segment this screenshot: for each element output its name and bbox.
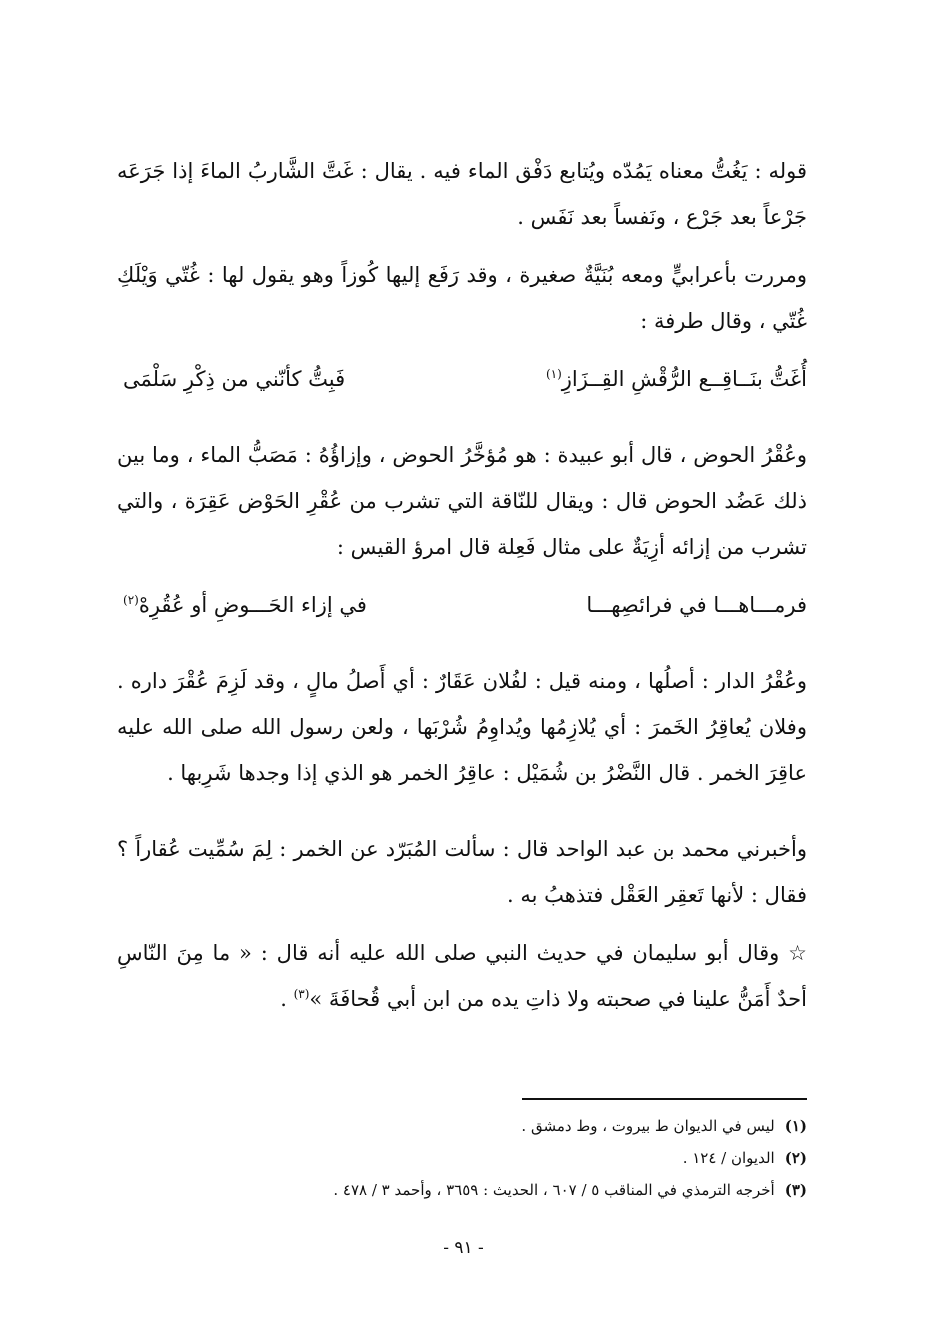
verse-imru-al-qays	[117, 582, 807, 628]
footnotes	[117, 1110, 807, 1206]
verse-first-hemistich: أُغَتُّ بنَــاقِــع الرُّقْشِ القِــزَازِ$^{(١)}$	[545, 367, 807, 391]
footnote-marker-2: (٢)	[123, 593, 139, 607]
paragraph-5: وأخبرني محمد بن عبد الواحد قال : سألت المُبَرّد عن الخمر : لِمَ سُمِّيت عُقاراً ؟ فقال : لأنها تَعقِر العَقْل فتذهبُ به .	[117, 837, 807, 907]
verse-tarafa	[117, 356, 807, 402]
footnote-1: (١)ليس في الديوان ط بيروت ، وط دمشق .	[521, 1117, 807, 1135]
page-number: - ٩١ -	[443, 1238, 484, 1258]
paragraph-6: ☆ وقال أبو سليمان في حديث النبي صلى الله عليه أنه قال : « ما مِنَ النّاسِ أحدٌ أَمَنُّ علينا في صحبته ولا ذاتِ يده من ابن أبي قُحافَةَ »$^{(٣)}$ .	[117, 941, 807, 1011]
footnote-marker-1: (١)	[545, 367, 562, 381]
main-text	[117, 148, 807, 1034]
footnote-3: (٣)أخرجه الترمذي في المناقب ٥ / ٦٠٧ ، الحديث : ٣٦٥٩ ، وأحمد ٣ / ٤٧٨ .	[333, 1181, 807, 1199]
paragraph-2: ومررت بأعرابيٍّ ومعه بُنَيَّةٌ صغيرة ، وقد رَفَع إليها كُوزاً وهو يقول لها : غُتّي وَيْلَكِ غُتّي ، وقال طرفة :	[117, 263, 807, 333]
paragraph-3: وعُقْرُ الحوض ، قال أبو عبيدة : هو مُؤخَّرُ الحوض ، وإزاؤُهُ : مَصَبُّ الماء ، وما بين ذلك عَضُد الحوض قال : ويقال للنّاقة التي تشرب من عُقْرِ الحَوْض عَقِرَة ، والتي تشرب من إزائه أزِيَةٌ على مثال فَعِلة قال امرؤ القيس :	[117, 443, 807, 559]
paragraph-1: قوله : يَغُتُّ معناه يَمُدّه ويُتابع دَفْق الماء فيه . يقال : غَتَّ الشَّاربُ الماءَ إذا جَرَعَه جَرْعاً بعد جَرْع ، ونَفساً بعد نَفَس .	[117, 159, 807, 229]
verse-second-hemistich: فَبِتُّ كأنّني من ذِكْرِ سَلْمَى	[123, 367, 346, 391]
footnote-marker-3: (٣)	[293, 987, 310, 1001]
verse-second-hemistich: في إزاء الحَـــوضِ أو عُقُرِهْ$^{(٢)}$	[123, 593, 367, 617]
footnote-divider	[522, 1098, 807, 1100]
verse-first-hemistich: فرمـــاهـــا في فرائصِهـــا	[586, 593, 807, 617]
paragraph-4: وعُقْرُ الدار : أصلُها ، ومنه قيل : لفُلان عَقَارٌ : أي أَصلُ مالٍ ، وقد لَزِمَ عُقْرَ داره . وفلان يُعاقِرُ الخَمرَ : أي يُلازِمُها ويُداوِمُ شُرْبَها ، ولعن رسول الله صلى الله عليه عاقِرَ الخمر . قال النَّضْرُ بن شُمَيْل : عاقِرُ الخمر هو الذي إذا وجدها شَرِبها .	[117, 669, 807, 785]
footnote-2: (٢)الديوان / ١٢٤ .	[682, 1149, 807, 1167]
